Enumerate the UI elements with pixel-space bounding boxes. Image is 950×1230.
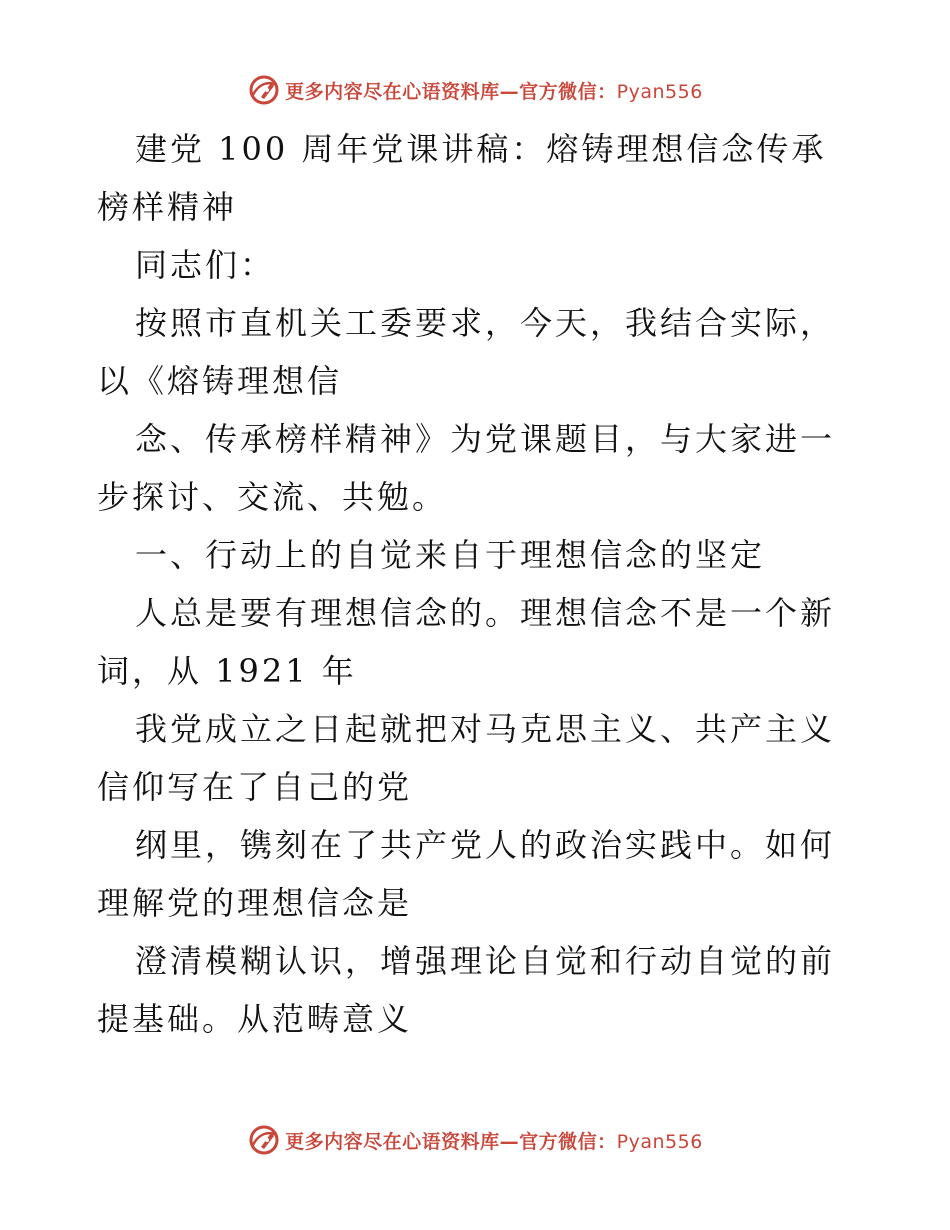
paragraph: 澄清模糊认识，增强理论自觉和行动自觉的前提基础。从范畴意义 xyxy=(97,942,836,1038)
document-title: 建党 100 周年党课讲稿：熔铸理想信念传承榜样精神 xyxy=(97,130,827,226)
wechat-id: Pyan556 xyxy=(616,80,703,103)
wechat-id: Pyan556 xyxy=(616,1130,703,1153)
banner-text: 更多内容尽在心语资料库—官方微信：Pyan556 xyxy=(285,80,703,103)
footer-banner xyxy=(0,1122,950,1158)
pen-swirl-logo-icon xyxy=(247,73,281,107)
paragraph: 我党成立之日起就把对马克思主义、共产主义信仰写在了自己的党 xyxy=(97,710,836,806)
paragraph: 纲里，镌刻在了共产党人的政治实践中。如何理解党的理想信念是 xyxy=(97,826,836,922)
banner-text: 更多内容尽在心语资料库—官方微信：Pyan556 xyxy=(285,1130,703,1153)
header-banner xyxy=(0,72,950,108)
salutation: 同志们： xyxy=(135,246,276,284)
paragraph: 念、传承榜样精神》为党课题目，与大家进一步探讨、交流、共勉。 xyxy=(97,420,836,516)
paragraph: 人总是要有理想信念的。理想信念不是一个新词，从 1921 年 xyxy=(97,594,836,690)
pen-swirl-logo-icon xyxy=(247,1123,281,1157)
document-body xyxy=(97,120,857,1048)
section-heading: 一、行动上的自觉来自于理想信念的坚定 xyxy=(135,536,766,574)
paragraph: 按照市直机关工委要求，今天，我结合实际，以《熔铸理想信 xyxy=(97,304,836,400)
